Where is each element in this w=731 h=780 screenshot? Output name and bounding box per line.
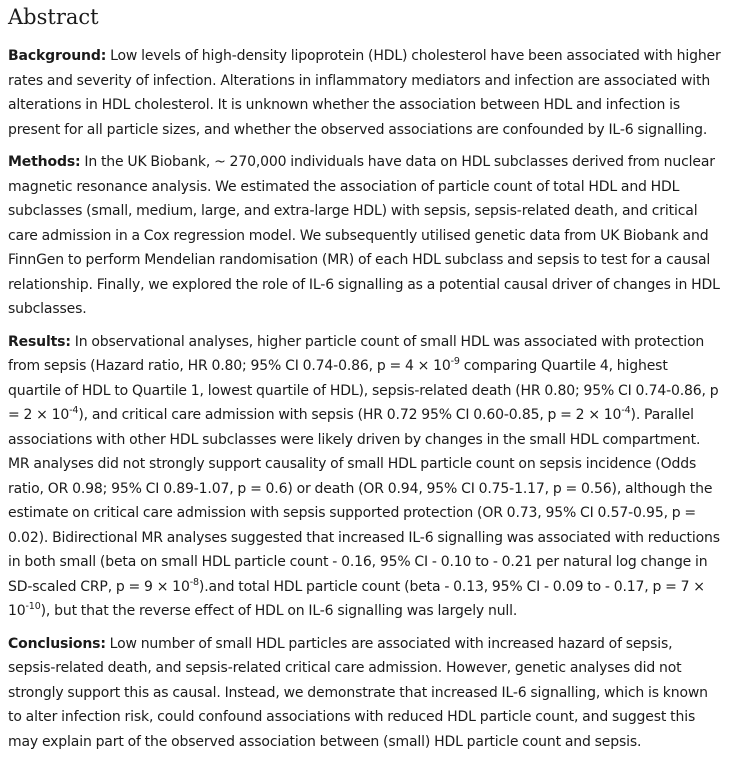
results-text-1: In observational analyses, higher particle count of small HDL was associated with protection from sepsis (Hazard ratio, HR 0.80; 95% CI 0.74-0.86, p = 4 × 10 bbox=[8, 333, 705, 374]
results-exponent-5: -10 bbox=[25, 601, 41, 612]
background-text: Low levels of high-density lipoprotein (HDL) cholesterol have been associated with higher rates and severity of infection. Alterations in inflammatory mediators and infection are associated with alterations in HDL cholesterol. It is unknown whether the association between HDL and infection is present for all particle sizes, and whether the observed associations are confounded by IL-6 signalling. bbox=[8, 48, 721, 138]
results-text-5: ).and total HDL particle count (beta - 0.13, 95% CI - 0.09 to - 0.17, p = 7 × 10 bbox=[8, 578, 705, 619]
results-exponent-2: -4 bbox=[69, 405, 79, 416]
methods-section bbox=[8, 150, 723, 322]
conclusions-section bbox=[8, 632, 723, 755]
results-text-6: ), but that the reverse effect of HDL on IL-6 signalling was largely null. bbox=[40, 603, 518, 619]
results-exponent-1: -9 bbox=[450, 356, 460, 367]
results-label: Results: bbox=[8, 333, 71, 350]
results-exponent-3: -4 bbox=[621, 405, 631, 416]
background-label: Background: bbox=[8, 48, 107, 64]
methods-label: Methods: bbox=[8, 154, 81, 170]
abstract-heading: Abstract bbox=[8, 5, 99, 29]
conclusions-label: Conclusions: bbox=[8, 635, 106, 652]
results-text-2: comparing Quartile 4, highest quartile of HDL to Quartile 1, lowest quartile of HDL), sepsis-related death (HR 0.80; 95% CI 0.74-0.86, p = 2 × 10 bbox=[8, 358, 719, 423]
results-text-3: ), and critical care admission with sepsis (HR 0.72 95% CI 0.60-0.85, p = 2 × 10 bbox=[78, 407, 622, 423]
background-section bbox=[8, 44, 723, 142]
conclusions-text: Low number of small HDL particles are associated with increased hazard of sepsis, sepsis-related death, and sepsis-related critical care admission. However, genetic analyses did not strongly support this as causal. Instead, we demonstrate that increased IL-6 signalling, which is known to alter infection risk, could confound associations with reduced HDL particle count, and suggest this may explain part of the observed association between (small) HDL particle count and sepsis. bbox=[8, 635, 708, 750]
methods-text: In the UK Biobank, ~ 270,000 individuals have data on HDL subclasses derived from nuclear magnetic resonance analysis. We estimated the association of particle count of total HDL and HDL subclasses (small, medium, large, and extra-large HDL) with sepsis, sepsis-related death, and critical care admission in a Cox regression model. We subsequently utilised genetic data from UK Biobank and FinnGen to perform Mendelian randomisation (MR) of each HDL subclass and sepsis to test for a causal relationship. Finally, we explored the role of IL-6 signalling as a potential causal driver of changes in HDL subclasses. bbox=[8, 154, 720, 317]
results-text-4: ). Parallel associations with other HDL subclasses were likely driven by changes in the small HDL compartment. MR analyses did not strongly support causality of small HDL particle count on sepsis incidence (Odds ratio, OR 0.98; 95% CI 0.89-1.07, p = 0.6) or death (OR 0.94, 95% CI 0.75-1.17, p = 0.56), although the estimate on critical care admission with sepsis supported protection (OR 0.73, 95% CI 0.57-0.95, p = 0.02). Bidirectional MR analyses suggested that increased IL-6 signalling was associated with reductions in both small (beta on small HDL particle count - 0.16, 95% CI - 0.10 to - 0.21 per natural log change in SD-scaled CRP, p = 9 × 10 bbox=[8, 407, 720, 595]
results-section bbox=[8, 330, 723, 624]
results-exponent-4: -8 bbox=[189, 576, 199, 588]
